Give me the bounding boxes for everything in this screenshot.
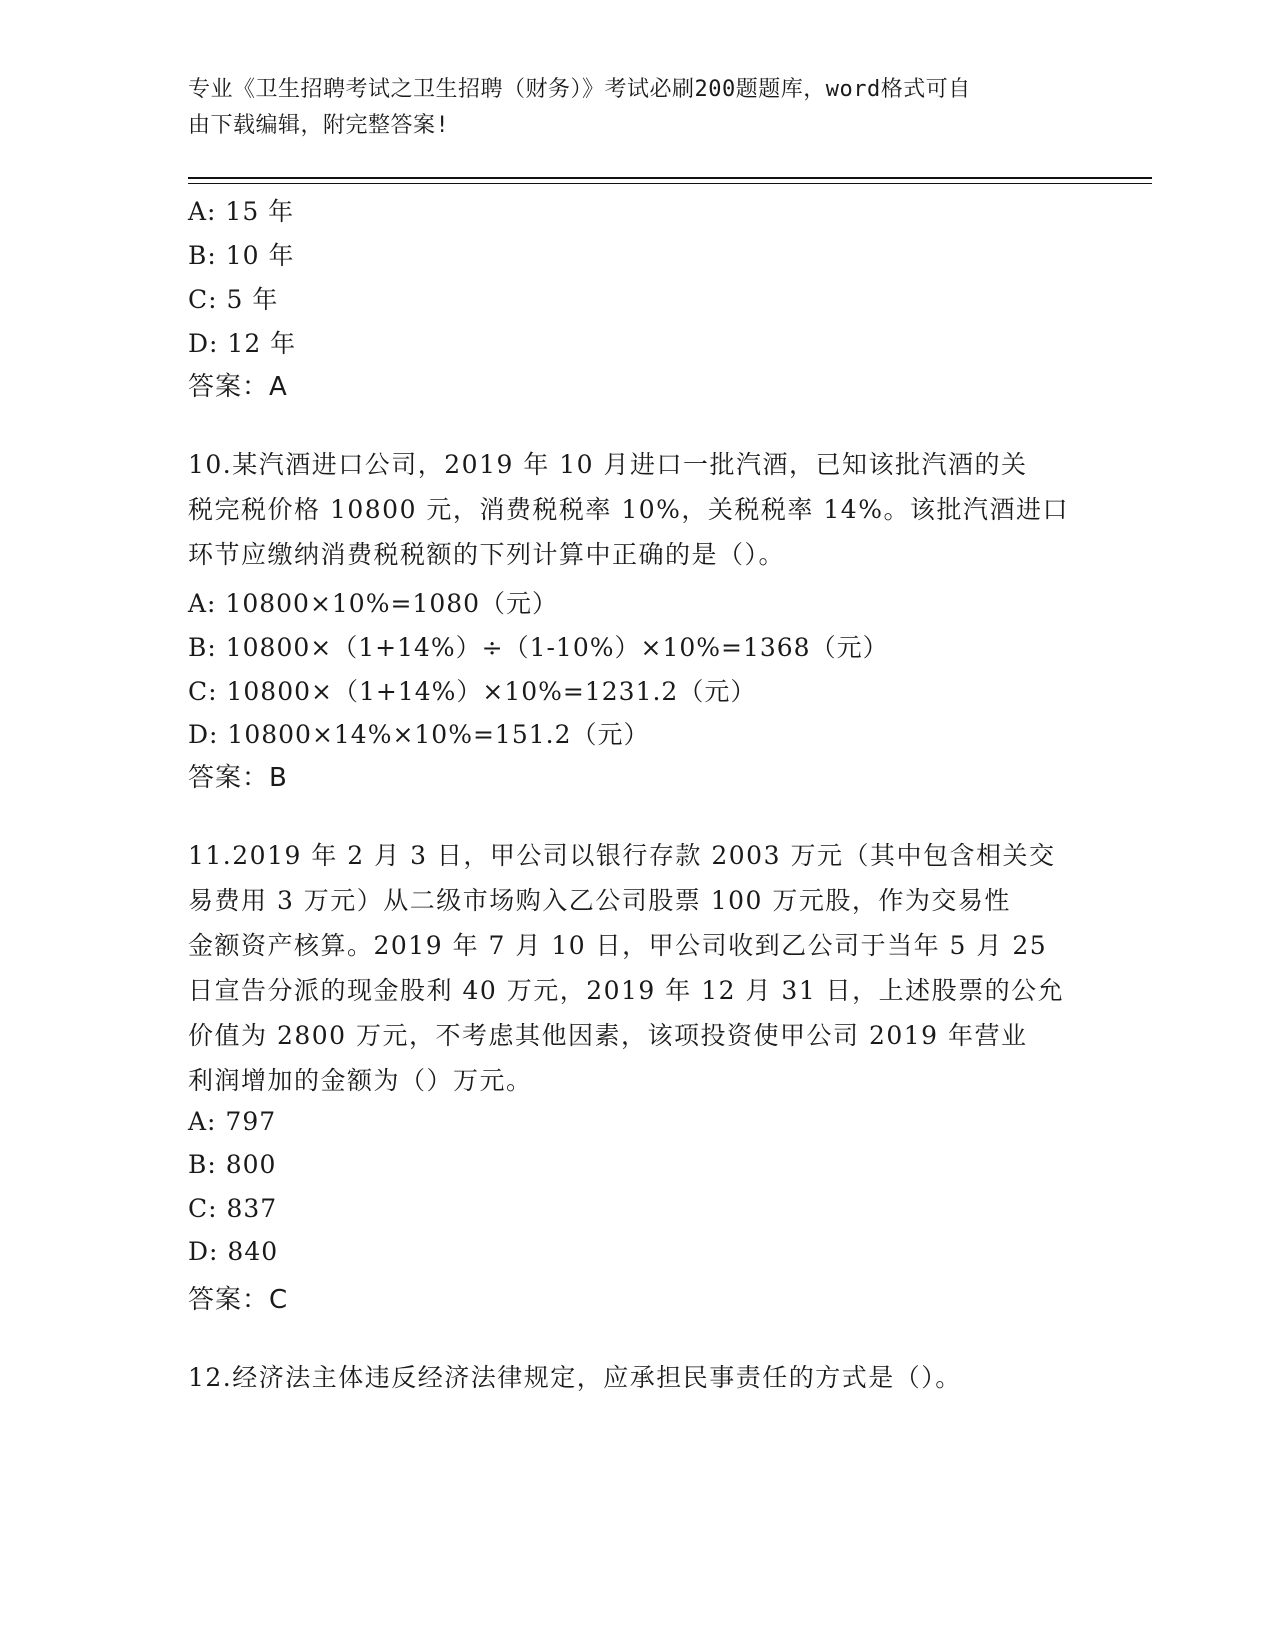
q10-stem-line: 税完税价格 10800 元，消费税税率 10%，关税税率 14%。该批汽酒进口 <box>188 495 1069 524</box>
q11-stem-line: 日宣告分派的现金股利 40 万元，2019 年 12 月 31 日，上述股票的公允 <box>188 976 1065 1005</box>
q11-option-b: B: 800 <box>188 1150 277 1179</box>
q11-option-d: D: 840 <box>188 1237 279 1266</box>
q10-stem-line: 10.某汽酒进口公司，2019 年 10 月进口一批汽酒，已知该批汽酒的关 <box>188 450 1028 479</box>
q9-option-a: A: 15 年 <box>188 197 295 226</box>
q9-option-b: B: 10 年 <box>188 241 295 270</box>
q11-answer: 答案：C <box>188 1285 289 1315</box>
q10-option-d: D: 10800×14%×10%=151.2（元） <box>188 720 650 749</box>
q9-answer: 答案：A <box>188 372 288 402</box>
document-header <box>188 72 1068 144</box>
header-line-1: 专业《卫生招聘考试之卫生招聘（财务）》考试必刷200题题库，word格式可自 <box>188 77 971 102</box>
header-divider-thin <box>188 183 1152 184</box>
q11-stem-line: 价值为 2800 万元，不考虑其他因素，该项投资使甲公司 2019 年营业 <box>188 1021 1028 1050</box>
q10-stem <box>188 442 1088 577</box>
q11-option-a: A: 797 <box>188 1107 277 1136</box>
q12-stem-line: 12.经济法主体违反经济法律规定，应承担民事责任的方式是（）。 <box>188 1363 962 1392</box>
q11-stem-line: 利润增加的金额为（）万元。 <box>188 1066 533 1095</box>
header-divider-thick <box>188 177 1152 179</box>
q10-answer: 答案：B <box>188 763 288 793</box>
q9-option-c: C: 5 年 <box>188 285 279 314</box>
header-line-2: 由下载编辑，附完整答案! <box>188 113 450 138</box>
q11-stem-line: 金额资产核算。2019 年 7 月 10 日，甲公司收到乙公司于当年 5 月 25 <box>188 931 1048 960</box>
q11-stem-line: 11.2019 年 2 月 3 日，甲公司以银行存款 2003 万元（其中包含相关交 <box>188 841 1056 870</box>
q10-option-c: C: 10800×（1+14%）×10%=1231.2（元） <box>188 677 757 706</box>
q11-stem-line: 易费用 3 万元）从二级市场购入乙公司股票 100 万元股，作为交易性 <box>188 886 1011 915</box>
q11-stem <box>188 833 1088 1103</box>
q10-option-a: A: 10800×10%=1080（元） <box>188 589 559 618</box>
q10-option-b: B: 10800×（1+14%）÷（1-10%）×10%=1368（元） <box>188 633 889 662</box>
q10-stem-line: 环节应缴纳消费税税额的下列计算中正确的是（）。 <box>188 540 786 569</box>
q9-option-d: D: 12 年 <box>188 329 297 358</box>
q12-stem <box>188 1355 1088 1400</box>
q11-option-c: C: 837 <box>188 1194 278 1223</box>
